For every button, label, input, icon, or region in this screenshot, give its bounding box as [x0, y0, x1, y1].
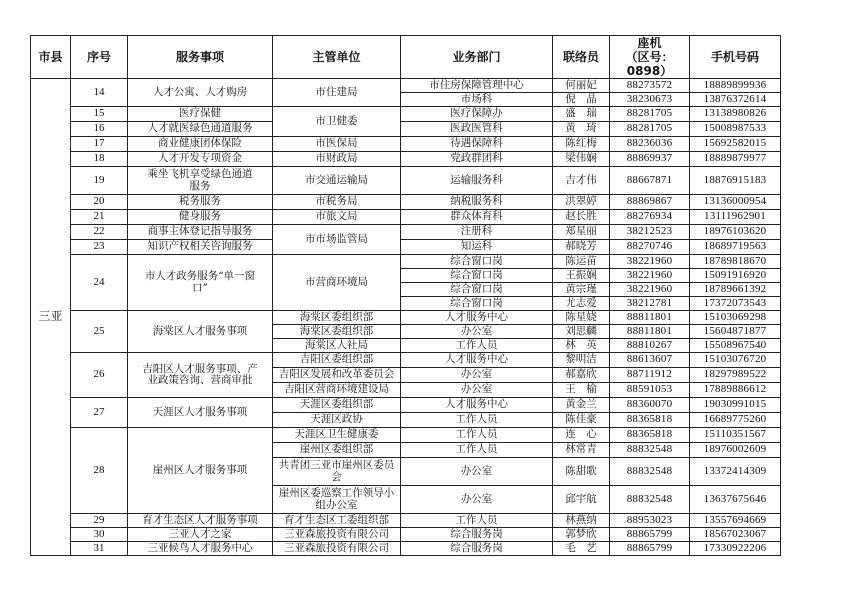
service-cell: 海棠区人才服务事项 [128, 311, 273, 353]
table-row [31, 255, 781, 269]
dept-line: 崖州区委巡察工作领导小 [278, 487, 395, 499]
table-row [31, 195, 781, 210]
contact-cell: 郭梦欣 [553, 528, 610, 542]
table-row [31, 428, 781, 443]
contact-cell: 何丽妃 [553, 79, 610, 93]
col-header-city: 市县 [31, 36, 71, 79]
table-row [31, 225, 781, 240]
service-cell [128, 353, 273, 398]
division-cell: 综合窗口岗 [401, 269, 553, 283]
landline-cell: 88281705 [610, 122, 690, 137]
contact-cell: 林燕纳 [553, 514, 610, 528]
contact-cell: 黄宗瑾 [553, 283, 610, 297]
table-row [31, 122, 781, 137]
seq-cell: 18 [71, 152, 128, 167]
division-cell: 工作人员 [401, 413, 553, 428]
service-cell: 三亚人才之家 [128, 528, 273, 542]
dept-cell: 市医保局 [273, 137, 401, 152]
seq-cell: 31 [71, 542, 128, 556]
table-row [31, 528, 781, 542]
division-cell: 综合窗口岗 [401, 283, 553, 297]
landline-cell: 88810267 [610, 339, 690, 353]
service-line: 乘坐飞机享受绿色通道 [147, 168, 253, 180]
dept-cell: 市交通运输局 [273, 167, 401, 195]
landline-cell: 88365818 [610, 428, 690, 443]
landline-cell: 88832548 [610, 443, 690, 458]
seq-cell: 25 [71, 311, 128, 353]
landline-cell: 88869867 [610, 195, 690, 210]
landline-cell: 88832548 [610, 486, 690, 514]
division-cell: 综合窗口岗 [401, 297, 553, 311]
dept-cell: 三亚森旅投资有限公司 [273, 542, 401, 556]
service-line: 吉阳区人才服务事项、产 [142, 362, 258, 375]
table-row [31, 514, 781, 528]
landline-cell: 88273572 [610, 79, 690, 93]
dept-cell [273, 486, 401, 514]
col-header-dept: 主管单位 [273, 36, 401, 79]
seq-cell: 17 [71, 137, 128, 152]
dept-cell: 吉阳区营商环境建设局 [273, 383, 401, 398]
dept-cell: 市旅文局 [273, 210, 401, 225]
seq-cell: 22 [71, 225, 128, 240]
contact-cell: 郑星丽 [553, 225, 610, 240]
col-header-contact: 联络员 [553, 36, 610, 79]
division-cell: 运输服务科 [401, 167, 553, 195]
mobile-cell: 18889899936 [690, 79, 781, 93]
division-cell: 工作人员 [401, 443, 553, 458]
service-cell [128, 255, 273, 311]
landline-cell: 38212781 [610, 297, 690, 311]
mobile-cell: 17372073543 [690, 297, 781, 311]
division-cell: 注册科 [401, 225, 553, 240]
dept-cell: 市营商环境局 [273, 255, 401, 311]
seq-cell: 26 [71, 353, 128, 398]
service-cell [128, 167, 273, 195]
contact-cell: 陈佳豪 [553, 413, 610, 428]
table-row [31, 353, 781, 368]
table-row [31, 311, 781, 325]
landline-cell: 88281705 [610, 107, 690, 122]
mobile-cell: 15008987533 [690, 122, 781, 137]
landline-cell: 88832548 [610, 458, 690, 486]
seq-cell: 24 [71, 255, 128, 311]
contact-cell: 林 英 [553, 339, 610, 353]
division-cell: 党政群团科 [401, 152, 553, 167]
seq-cell: 21 [71, 210, 128, 225]
col-header-division: 业务部门 [401, 36, 553, 79]
landline-cell: 88591053 [610, 383, 690, 398]
contact-cell: 王 榆 [553, 383, 610, 398]
division-cell: 待遇保障科 [401, 137, 553, 152]
header-row [31, 36, 781, 79]
service-line: 业政策咨询、营商审批 [147, 374, 253, 386]
seq-cell: 30 [71, 528, 128, 542]
mobile-cell: 15091916920 [690, 269, 781, 283]
contact-cell: 陈甜歌 [553, 458, 610, 486]
seq-cell: 27 [71, 398, 128, 428]
division-cell: 医疗保障办 [401, 107, 553, 122]
dept-cell: 市卫健委 [273, 107, 401, 137]
mobile-cell: 15103069298 [690, 311, 781, 325]
service-cell: 税务服务 [128, 195, 273, 210]
division-cell: 市场科 [401, 93, 553, 107]
mobile-cell: 15692582015 [690, 137, 781, 152]
dept-cell: 吉阳区发展和改革委员会 [273, 368, 401, 383]
division-cell: 办公室 [401, 458, 553, 486]
landline-cell: 88953023 [610, 514, 690, 528]
division-cell: 工作人员 [401, 339, 553, 353]
dept-cell: 海棠区人社局 [273, 339, 401, 353]
service-cell: 人才就医绿色通道服务 [128, 122, 273, 137]
service-cell: 崖州区人才服务事项 [128, 428, 273, 514]
division-cell: 办公室 [401, 486, 553, 514]
mobile-cell: 15604871877 [690, 325, 781, 339]
dept-cell: 海棠区委组织部 [273, 325, 401, 339]
dept-cell: 市税务局 [273, 195, 401, 210]
mobile-cell: 16689775260 [690, 413, 781, 428]
service-cell: 人才公寓、人才购房 [128, 79, 273, 107]
mobile-cell: 13136000954 [690, 195, 781, 210]
landline-cell: 88865799 [610, 528, 690, 542]
mobile-cell: 18976103620 [690, 225, 781, 240]
division-cell: 办公室 [401, 383, 553, 398]
division-cell: 知运科 [401, 240, 553, 255]
contact-cell: 连 心 [553, 428, 610, 443]
contact-cell: 陈运苗 [553, 255, 610, 269]
dept-cell: 市市场监管局 [273, 225, 401, 255]
dept-cell: 天涯区政协 [273, 413, 401, 428]
mobile-cell: 18689719563 [690, 240, 781, 255]
mobile-cell: 13372414309 [690, 458, 781, 486]
landline-cell: 88811801 [610, 311, 690, 325]
table-row [31, 167, 781, 195]
mobile-cell: 17330922206 [690, 542, 781, 556]
service-cell: 健身服务 [128, 210, 273, 225]
service-line: 口” [192, 281, 208, 294]
service-cell: 知识产权相关咨询服务 [128, 240, 273, 255]
division-cell: 医政医管科 [401, 122, 553, 137]
service-cell: 天涯区人才服务事项 [128, 398, 273, 428]
col-header-service: 服务事项 [128, 36, 273, 79]
landline-header-line1: 座机 [637, 36, 662, 50]
contact-cell: 陈红梅 [553, 137, 610, 152]
city-cell: 三亚 [31, 79, 71, 556]
mobile-cell: 18567023067 [690, 528, 781, 542]
division-cell: 市住房保障管理中心 [401, 79, 553, 93]
landline-cell: 88276934 [610, 210, 690, 225]
contact-cell: 赵长胜 [553, 210, 610, 225]
contact-cell: 倪 晶 [553, 93, 610, 107]
col-header-mobile: 手机号码 [690, 36, 781, 79]
division-cell: 工作人员 [401, 514, 553, 528]
division-cell: 人才服务中心 [401, 311, 553, 325]
mobile-cell: 18976002609 [690, 443, 781, 458]
landline-cell: 88613607 [610, 353, 690, 368]
landline-cell: 88667871 [610, 167, 690, 195]
service-cell: 育才生态区人才服务事项 [128, 514, 273, 528]
table-row [31, 542, 781, 556]
service-line: 服务 [189, 179, 211, 192]
seq-cell: 28 [71, 428, 128, 514]
dept-cell: 海棠区委组织部 [273, 311, 401, 325]
contact-cell: 梁伟娴 [553, 152, 610, 167]
contact-cell: 黄 琦 [553, 122, 610, 137]
dept-cell: 吉阳区委组织部 [273, 353, 401, 368]
mobile-cell: 18297989522 [690, 368, 781, 383]
division-cell: 综合窗口岗 [401, 255, 553, 269]
table-row [31, 107, 781, 122]
seq-cell: 20 [71, 195, 128, 210]
division-cell: 人才服务中心 [401, 353, 553, 368]
service-cell: 医疗保健 [128, 107, 273, 122]
landline-cell: 88869937 [610, 152, 690, 167]
division-cell: 纳税服务科 [401, 195, 553, 210]
landline-cell: 38221960 [610, 283, 690, 297]
mobile-cell: 18789818670 [690, 255, 781, 269]
service-cell: 人才开发专项资金 [128, 152, 273, 167]
contact-cell: 王振娴 [553, 269, 610, 283]
dept-cell: 市财政局 [273, 152, 401, 167]
service-line: 市人才政务服务“单一窗 [144, 270, 256, 282]
service-cell: 商业健康团体保险 [128, 137, 273, 152]
seq-cell: 16 [71, 122, 128, 137]
contact-cell: 尤志爱 [553, 297, 610, 311]
landline-header-line2: （区号：0898） [625, 50, 674, 78]
landline-cell: 88711912 [610, 368, 690, 383]
table-row [31, 240, 781, 255]
division-cell: 办公室 [401, 368, 553, 383]
mobile-cell: 15508967540 [690, 339, 781, 353]
contact-cell: 陈星娆 [553, 311, 610, 325]
mobile-cell: 13138980826 [690, 107, 781, 122]
contact-cell: 盛 瑞 [553, 107, 610, 122]
contact-cell: 吉才伟 [553, 167, 610, 195]
mobile-cell: 18889879977 [690, 152, 781, 167]
dept-cell: 育才生态区工委组织部 [273, 514, 401, 528]
col-header-seq: 序号 [71, 36, 128, 79]
mobile-cell: 19030991015 [690, 398, 781, 413]
division-cell: 群众体育科 [401, 210, 553, 225]
dept-cell: 市住建局 [273, 79, 401, 107]
contact-cell: 洪翠婷 [553, 195, 610, 210]
landline-cell: 38221960 [610, 255, 690, 269]
col-header-landline [610, 36, 690, 79]
contact-table-sheet [30, 35, 781, 556]
table-row [31, 152, 781, 167]
landline-cell: 88365818 [610, 413, 690, 428]
service-cell: 三亚候鸟人才服务中心 [128, 542, 273, 556]
mobile-cell: 13876372614 [690, 93, 781, 107]
contact-cell: 黎明洁 [553, 353, 610, 368]
dept-line: 会 [331, 470, 342, 483]
dept-cell: 崖州区委组织部 [273, 443, 401, 458]
division-cell: 办公室 [401, 325, 553, 339]
table-row [31, 137, 781, 152]
talent-service-contact-table [30, 35, 781, 556]
mobile-cell: 13557694669 [690, 514, 781, 528]
table-row [31, 210, 781, 225]
landline-cell: 88865799 [610, 542, 690, 556]
table-row [31, 398, 781, 413]
contact-cell: 毛 艺 [553, 542, 610, 556]
mobile-cell: 13111962901 [690, 210, 781, 225]
landline-cell: 88360070 [610, 398, 690, 413]
seq-cell: 15 [71, 107, 128, 122]
landline-cell: 88236036 [610, 137, 690, 152]
table-row [31, 79, 781, 93]
contact-cell: 邱宇航 [553, 486, 610, 514]
contact-cell: 郝嘉欣 [553, 368, 610, 383]
landline-cell: 38221960 [610, 269, 690, 283]
service-cell: 商事主体登记指导服务 [128, 225, 273, 240]
division-cell: 综合服务岗 [401, 542, 553, 556]
mobile-cell: 15103076720 [690, 353, 781, 368]
division-cell: 人才服务中心 [401, 398, 553, 413]
contact-cell: 郝晓芳 [553, 240, 610, 255]
dept-cell [273, 458, 401, 486]
landline-cell: 88270746 [610, 240, 690, 255]
division-cell: 工作人员 [401, 428, 553, 443]
division-cell: 综合服务岗 [401, 528, 553, 542]
mobile-cell: 18876915183 [690, 167, 781, 195]
seq-cell: 23 [71, 240, 128, 255]
landline-cell: 88811801 [610, 325, 690, 339]
dept-cell: 三亚森旅投资有限公司 [273, 528, 401, 542]
dept-line: 共青团三亚市崖州区委员 [278, 459, 395, 471]
dept-cell: 天涯区卫生健康委 [273, 428, 401, 443]
mobile-cell: 18789661392 [690, 283, 781, 297]
mobile-cell: 15110351567 [690, 428, 781, 443]
dept-cell: 天涯区委组织部 [273, 398, 401, 413]
mobile-cell: 17889886612 [690, 383, 781, 398]
seq-cell: 14 [71, 79, 128, 107]
seq-cell: 29 [71, 514, 128, 528]
mobile-cell: 13637675646 [690, 486, 781, 514]
contact-cell: 林常青 [553, 443, 610, 458]
landline-cell: 38230673 [610, 93, 690, 107]
contact-cell: 刘思麟 [553, 325, 610, 339]
contact-cell: 黄金兰 [553, 398, 610, 413]
seq-cell: 19 [71, 167, 128, 195]
landline-cell: 38212523 [610, 225, 690, 240]
dept-line: 组办公室 [315, 498, 358, 511]
